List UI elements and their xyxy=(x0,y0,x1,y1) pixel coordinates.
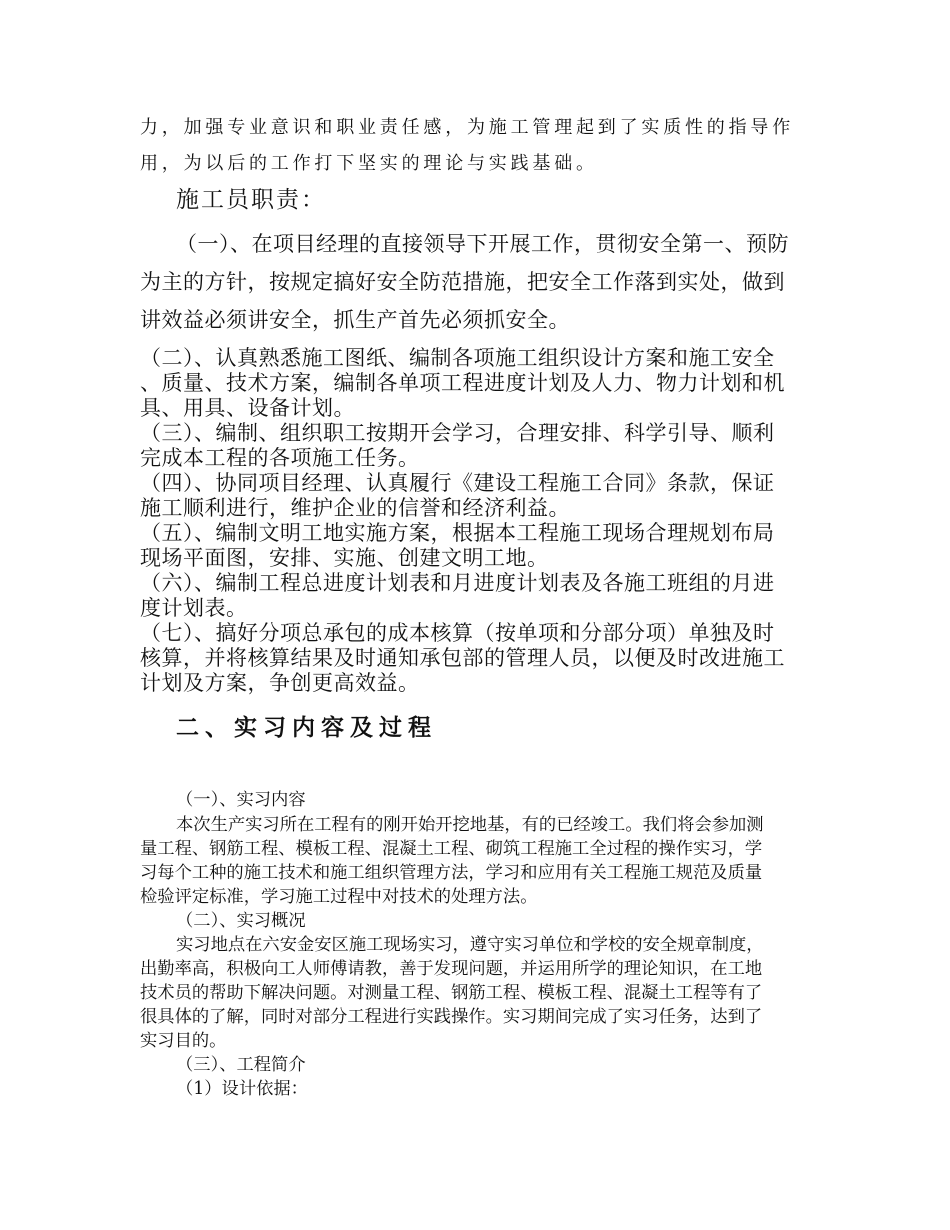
section-heading: 二、实习内容及过程 xyxy=(176,715,437,741)
overview-line: 实习目的。 xyxy=(140,1031,227,1051)
overview-line: 实习地点在六安金安区施工现场实习，遵守实习单位和学校的安全规章制度， xyxy=(176,935,764,955)
content-title: （一）、实习内容 xyxy=(176,790,306,810)
overview-line: 很具体的了解，同时对部分工程进行实践操作。实习期间完成了实习任务，达到了 xyxy=(140,1007,763,1027)
duty-line: 核算，并将核算结果及时通知承包部的管理人员，以便及时改进施工 xyxy=(140,646,785,670)
duty-line: （七）、搞好分项总承包的成本核算（按单项和分部分项）单独及时 xyxy=(140,621,775,645)
project-title: （三）、工程简介 xyxy=(176,1055,306,1075)
overview-line: 技术员的帮助下解决问题。对测量工程、钢筋工程、模板工程、混凝土工程等有了 xyxy=(140,983,763,1003)
duty-line: 度计划表。 xyxy=(140,596,248,620)
duty-item-1-line-3: 讲效益必须讲安全，抓生产首先必须抓安全。 xyxy=(140,308,570,332)
duty-line: 施工顺利进行，维护企业的信誉和经济利益。 xyxy=(140,496,570,520)
content-line: 本次生产实习所在工程有的刚开始开挖地基，有的已经竣工。我们将会参加测 xyxy=(176,815,764,835)
overview-title: （二）、实习概况 xyxy=(176,911,306,931)
design-basis-title: （1）设计依据： xyxy=(176,1079,308,1099)
overview-line: 出勤率高，积极向工人师傅请教，善于发现问题，并运用所学的理论知识，在工地 xyxy=(140,959,763,979)
content-line: 习每个工种的施工技术和施工组织管理方法，学习和应用有关工程施工规范及质量 xyxy=(140,863,763,883)
duty-line: （六）、编制工程总进度计划表和月进度计划表及各施工班组的月进 xyxy=(140,571,775,595)
intro-line-1: 力，加强专业意识和职业责任感，为施工管理起到了实质性的指导作 xyxy=(140,117,794,138)
duty-line: （二）、认真熟悉施工图纸、编制各项施工组织设计方案和施工安全 xyxy=(140,346,775,370)
content-line: 检验评定标准，学习施工过程中对技术的处理方法。 xyxy=(140,887,538,907)
duty-line: 计划及方案，争创更高效益。 xyxy=(140,671,420,695)
duty-line: 完成本工程的各项施工任务。 xyxy=(140,446,420,470)
content-line: 量工程、钢筋工程、模板工程、混凝土工程、砌筑工程施工全过程的操作实习，学 xyxy=(140,839,763,859)
intro-line-2: 用，为以后的工作打下坚实的理论与实践基础。 xyxy=(140,153,598,174)
duty-line: 现场平面图，安排、实施、创建文明工地。 xyxy=(140,546,549,570)
duty-line: （三）、编制、组织职工按期开会学习，合理安排、科学引导、顺利 xyxy=(140,421,775,445)
duty-line: （五）、编制文明工地实施方案，根据本工程施工现场合理规划布局 xyxy=(140,521,775,545)
duties-heading: 施工员职责： xyxy=(176,187,326,213)
duty-item-1-line-1: （一）、在项目经理的直接领导下开展工作，贯彻安全第一、预防 xyxy=(176,232,789,256)
duty-line: 、质量、技术方案，编制各单项工程进度计划及人力、物力计划和机 xyxy=(140,371,785,395)
duty-line: （四）、协同项目经理、认真履行《建设工程施工合同》条款，保证 xyxy=(140,471,775,495)
duty-line: 具、用具、设备计划。 xyxy=(140,396,355,420)
duty-item-1-line-2: 为主的方针，按规定搞好安全防范措施，把安全工作落到实处，做到 xyxy=(140,270,785,294)
